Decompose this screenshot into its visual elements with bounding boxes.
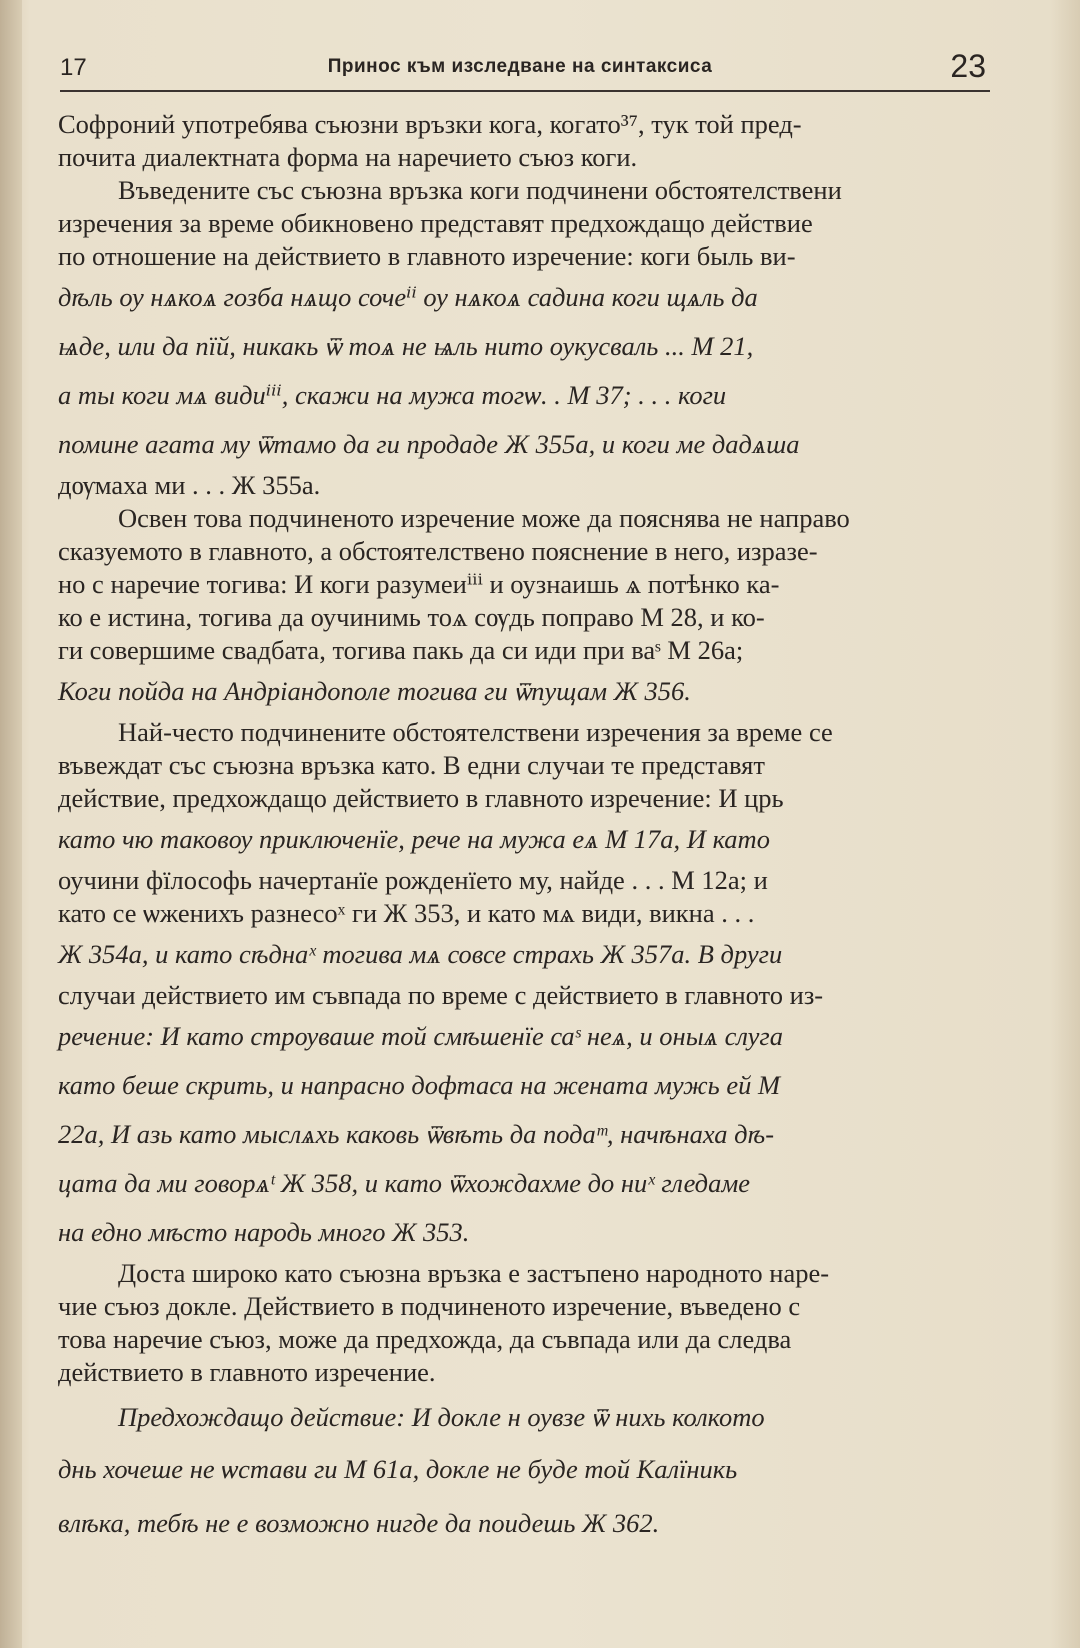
text-line: оучини фїлософь начертанїе рожденїето му, найде . . . М 12а; и — [58, 865, 768, 895]
text-line: като се ѡженихъ разнесоˣ ги Ж 353, и като мѧ види, викна . . . — [58, 898, 755, 928]
text-line: въвеждат със съюзна връзка като. В едни случаи те представят — [58, 750, 765, 780]
page-number-left: 17 — [60, 54, 87, 81]
running-header — [60, 50, 990, 92]
text-line: ко е истина, тогива да оучинимь тоѧ сѹдь поправо М 28, и ко- — [58, 602, 765, 632]
text-line: помине агата му ѿтамо да ги продаде Ж 355а, и коги ме дадѧша — [58, 429, 800, 459]
text-line: сказуемото в главното, а обстоятелствено пояснение в него, изразе- — [58, 536, 818, 566]
running-title: Принос към изследване на синтаксиса — [327, 56, 713, 77]
text-line: а ты коги мѧ видиⁱⁱⁱ, скажи на мужа тогѡ. . М 37; . . . коги — [58, 380, 727, 410]
text-line: но с наречие тогива: И коги разумеиⁱⁱⁱ и оузнаишь ѧ потѣнко ка- — [58, 569, 780, 599]
text-line: като беше скрить, и напрасно дофтаса на жената мужь ей М — [58, 1070, 781, 1100]
text-line: цата да ми говорѧᵗ Ж 358, и като ѿхождахме до ниˣ гледаме — [58, 1168, 751, 1198]
text-line: дѣль оу нѧкоѧ гозба нѧщо сочеⁱⁱ оу нѧкоѧ садина коги щѧль да — [58, 282, 758, 312]
text-line: това наречие съюз, може да предхожда, да съвпада или да следва — [58, 1324, 792, 1354]
text-line: днь хочеше не ѡстави ги М 61а, докле не буде той Калїникь — [58, 1454, 738, 1484]
text-line: ѩде, или да пїй, никакь ѿ тоѧ не ѩль нито оукусваль ... М 21, — [58, 331, 754, 361]
text-line: изречения за време обикновено представят предхождащо действие — [58, 208, 813, 238]
text-line: Софроний употребява съюзни връзки кога, когато³⁷, тук той пред- — [58, 109, 802, 139]
text-line: чие съюз докле. Действието в подчиненото изречение, въведено с — [58, 1291, 801, 1321]
text-line: Предхождащо действие: И докле н оувзе ѿ нихь колкото — [118, 1402, 765, 1432]
text-line: Коги пойда на Андріандополе тогива ги ѿпущам Ж 356. — [58, 676, 691, 706]
text-line: действието в главното изречение. — [58, 1357, 436, 1387]
text-line: ги совершиме свадбата, тогива пакь да си иди при ваˢ М 26а; — [58, 635, 744, 665]
text-line: речение: И като стрѹваше той смѣшенїе саˢ неѧ, и оныѧ слуга — [58, 1021, 783, 1051]
text-line: влѣка, тебѣ не е возможно нигде да поидешь Ж 362. — [58, 1508, 660, 1538]
page-number-right: 23 — [950, 48, 986, 84]
text-line: почита диалектната форма на наречието съюз коги. — [58, 142, 638, 172]
text-line: по отношение на действието в главното изречение: коги быль ви- — [58, 241, 796, 271]
text-line: дѹмаха ми . . . Ж 355а. — [58, 470, 321, 500]
text-line: Освен това подчиненото изречение може да пояснява не направо — [118, 503, 850, 533]
page-spine-shadow — [0, 0, 22, 1648]
text-line: на едно мѣсто народь много Ж 353. — [58, 1217, 470, 1247]
body-text — [58, 108, 994, 1550]
text-line: като чю таковѹ приключенїе, рече на мужа еѧ М 17а, И като — [58, 824, 770, 854]
text-line: случаи действието им съвпада по време с действието в главното из- — [58, 980, 824, 1010]
text-line: Доста широко като съюзна връзка е застъпено народното наре- — [118, 1258, 830, 1288]
text-line: Най-често подчинените обстоятелствени изречения за време се — [118, 717, 833, 747]
text-line: Ж 354а, и като сѣднаˣ тогива мѧ совсе страхь Ж 357а. В други — [58, 939, 783, 969]
text-line: 22а, И азь като мыслѧхь каковь ѿвѣть да подаᵐ, начѣнаха дѣ- — [58, 1119, 775, 1149]
text-line: действие, предхождащо действието в главното изречение: И црь — [58, 783, 784, 813]
text-line: Въведените със съюзна връзка коги подчинени обстоятелствени — [118, 175, 842, 205]
